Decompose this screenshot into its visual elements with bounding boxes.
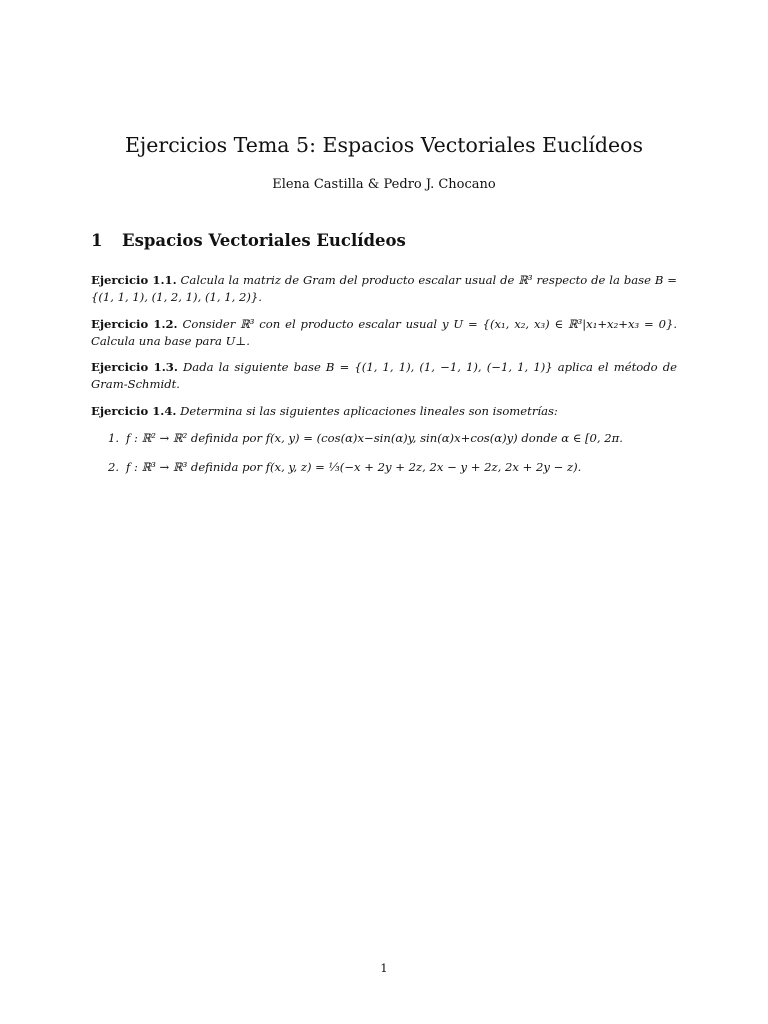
exercise-label: Ejercicio 1.4. (91, 404, 177, 418)
list-item-text: f : ℝ³ → ℝ³ definida por f(x, y, z) = ⅓(−x + 2y + 2z, 2x − y + 2z, 2x + 2y − z). (126, 460, 582, 474)
exercise-text: Calcula la matriz de Gram del producto escalar usual de ℝ³ respecto de la base B = {(1, 1, 1), (1, 2, 1), (1, 1, 2)}. (91, 273, 678, 304)
list-item (108, 459, 677, 476)
exercise-text: Consider ℝ³ con el producto escalar usual y U = {(x₁, x₂, x₃) ∈ ℝ³|x₁+x₂+x₃ = 0}. Calcula una base para U⊥. (91, 317, 678, 348)
exercise-1-2 (91, 316, 677, 350)
document-authors: Elena Castilla & Pedro J. Chocano (272, 177, 496, 192)
section-heading (91, 229, 406, 253)
document-title: Ejercicios Tema 5: Espacios Vectoriales Euclídeos (124, 133, 644, 157)
list-item (108, 430, 677, 447)
exercise-label: Ejercicio 1.3. (91, 360, 178, 374)
exercise-text: Dada la siguiente base B = {(1, 1, 1), (1, −1, 1), (−1, 1, 1)} aplica el método de Gram-Schmidt. (91, 360, 678, 391)
section-title: Espacios Vectoriales Euclídeos (122, 231, 406, 250)
exercise-1-1 (91, 272, 677, 306)
exercise-text: Determina si las siguientes aplicaciones lineales son isometrías: (180, 404, 558, 418)
section-number: 1 (91, 231, 103, 250)
list-item-number: 1. (108, 431, 120, 445)
exercise-1-3 (91, 359, 677, 393)
exercise-1-4 (91, 403, 677, 420)
exercise-label: Ejercicio 1.1. (91, 273, 177, 287)
list-item-number: 2. (108, 460, 120, 474)
list-item-text: f : ℝ² → ℝ² definida por f(x, y) = (cos(α)x−sin(α)y, sin(α)x+cos(α)y) donde α ∈ [0, 2π. (126, 431, 623, 445)
exercise-label: Ejercicio 1.2. (91, 317, 178, 331)
page-number: 1 (380, 961, 388, 975)
